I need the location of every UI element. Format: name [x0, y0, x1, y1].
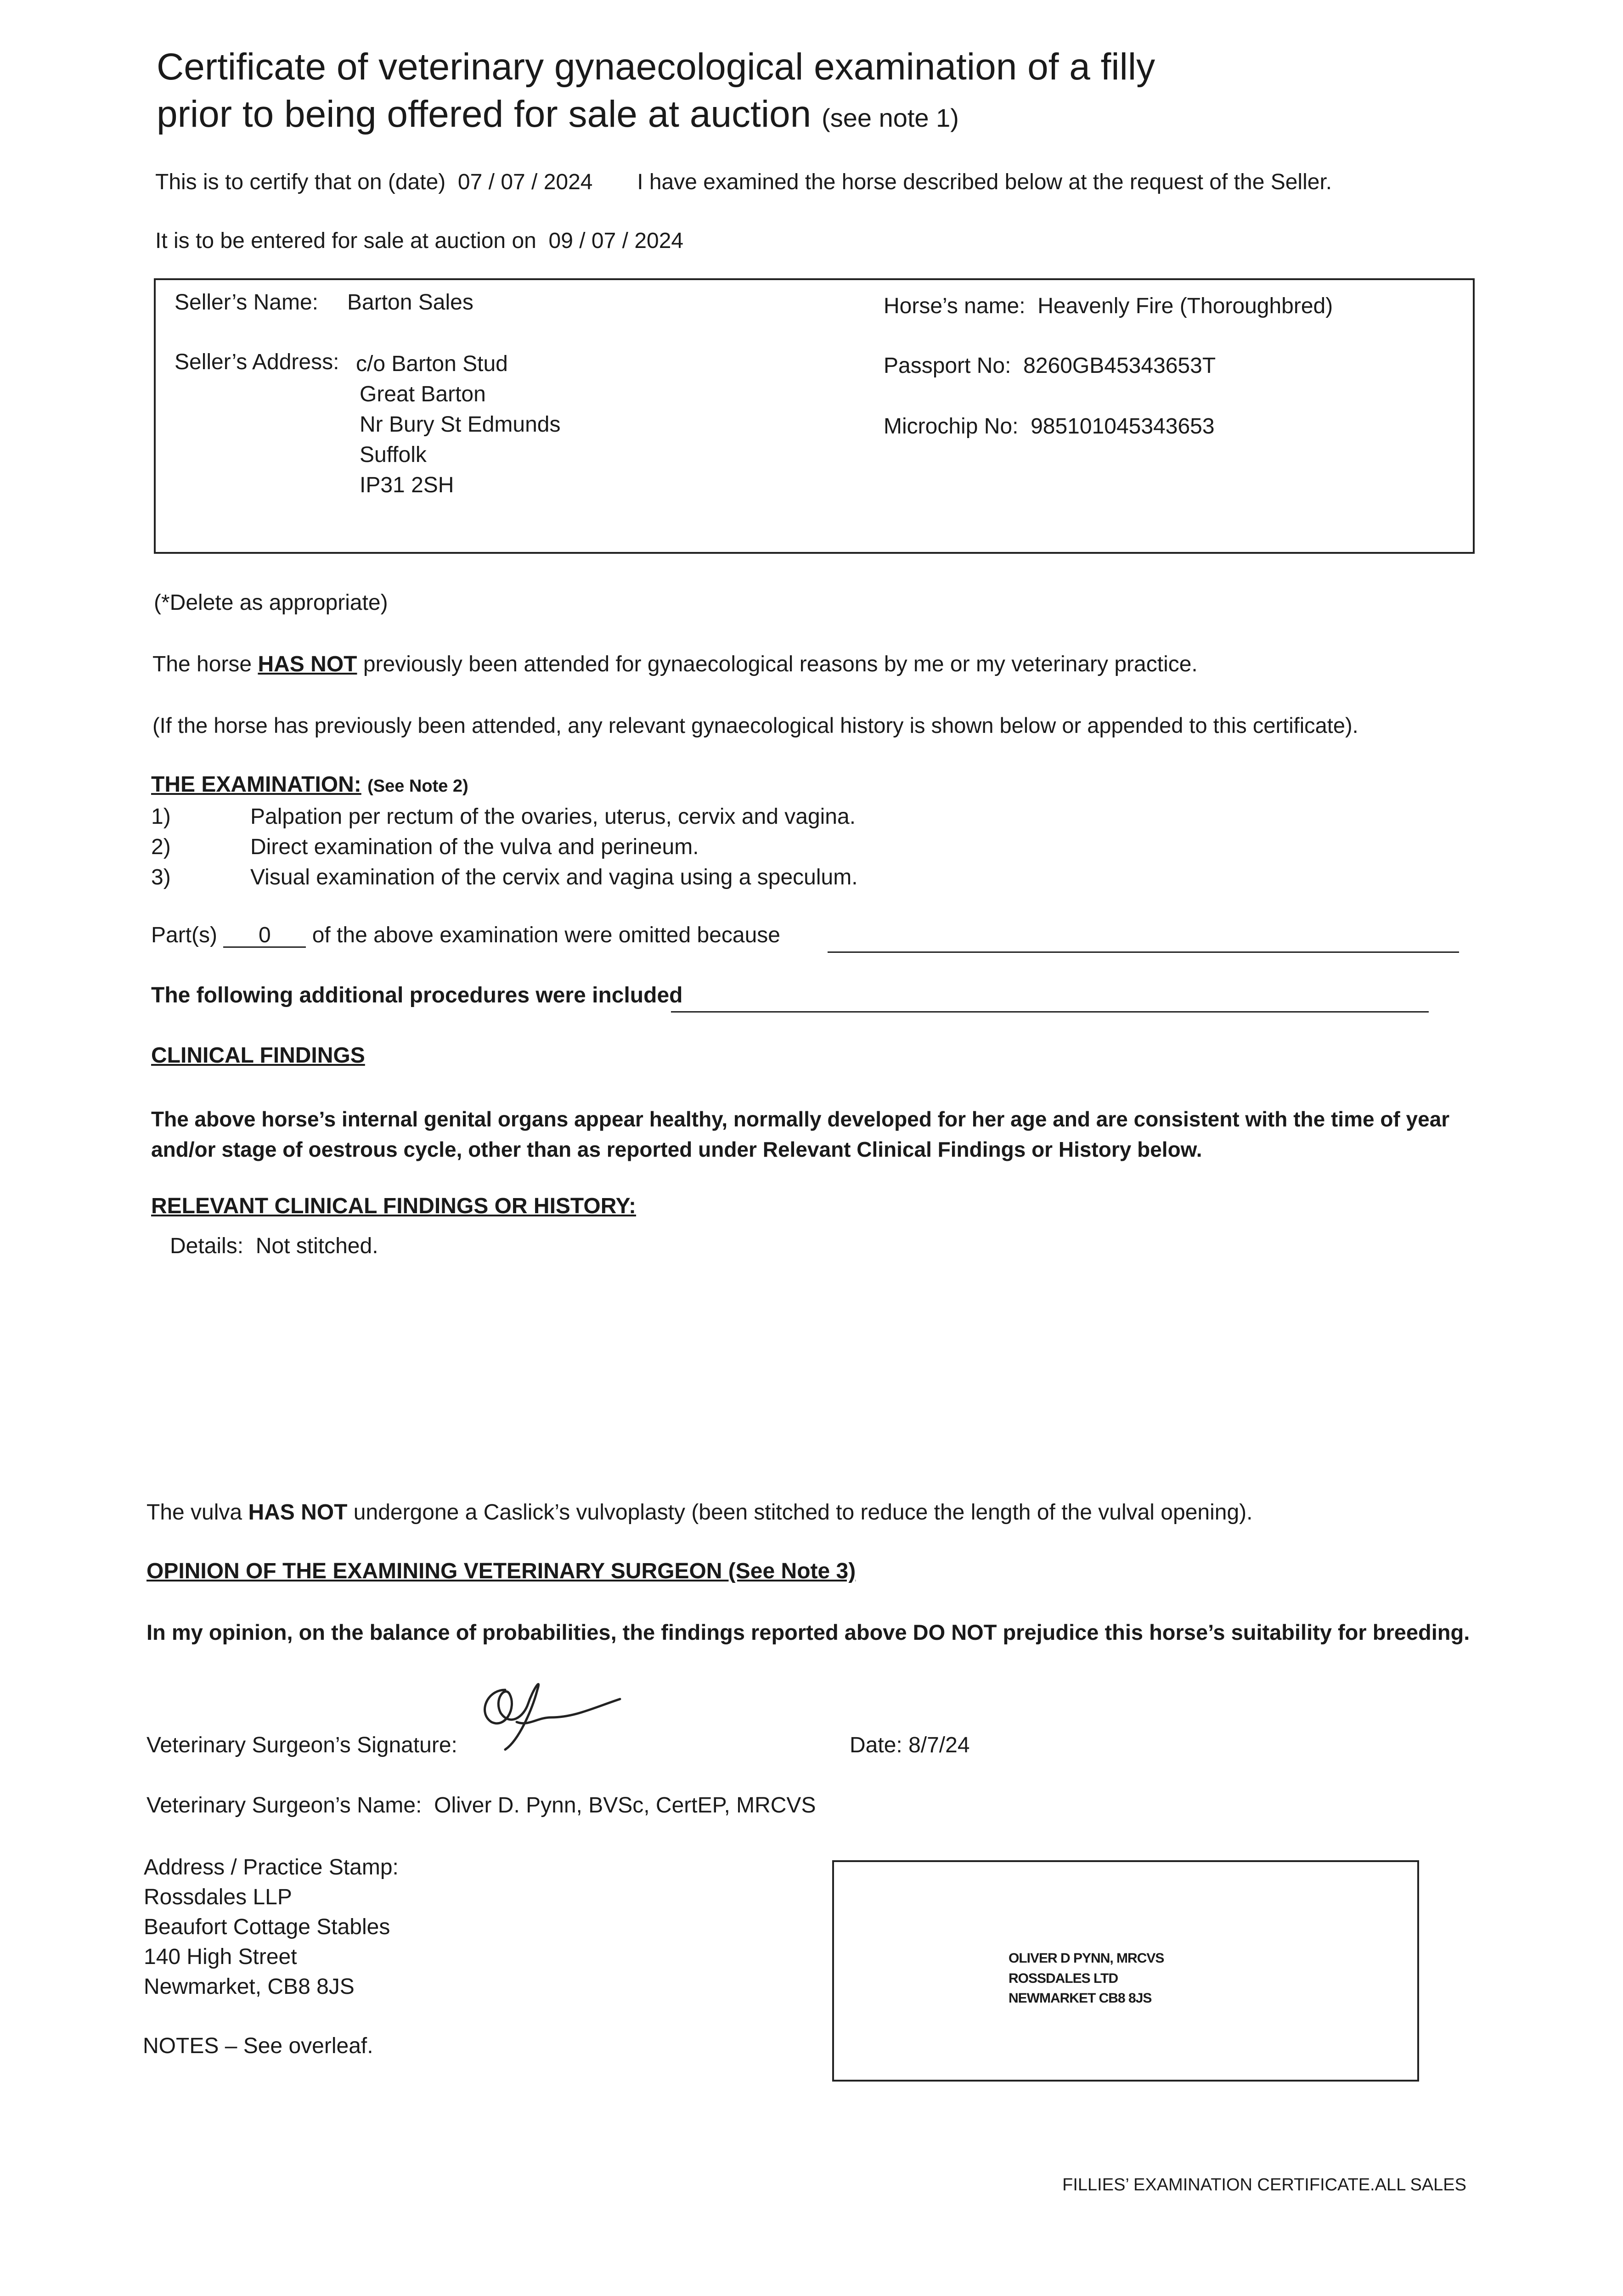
practice-line: Newmarket, CB8 8JS: [144, 1975, 355, 1999]
clinical-findings-heading: CLINICAL FINDINGS: [151, 1043, 365, 1068]
vulva-suffix: undergone a Caslick’s vulvoplasty (been stitched to reduce the length of the vulval opening).: [353, 1500, 1253, 1525]
omitted-line: [151, 922, 780, 949]
omitted-parts-value: 0: [223, 924, 306, 948]
page-title: [157, 44, 1155, 138]
address-line: Suffolk: [360, 443, 427, 467]
address-line: IP31 2SH: [360, 473, 454, 497]
additional-procedures-label: The following additional procedures were included: [151, 983, 683, 1007]
practice-line: Rossdales LLP: [144, 1885, 292, 1909]
vulva-status: HAS NOT: [248, 1500, 348, 1525]
vulva-statement: [147, 1499, 1252, 1526]
certify-prefix: This is to certify that on (date): [155, 170, 446, 194]
practice-stamp: [1009, 1948, 1164, 2009]
opinion-heading: OPINION OF THE EXAMINING VETERINARY SURGEON (See Note 3): [147, 1559, 856, 1583]
notes-reference: NOTES – See overleaf.: [143, 2034, 373, 2058]
examination-title: THE EXAMINATION:: [151, 772, 361, 797]
attended-suffix: previously been attended for gynaecological reasons by me or my veterinary practice.: [363, 652, 1198, 676]
examination-list: [151, 802, 858, 893]
additional-procedures-line: [671, 1011, 1429, 1013]
surgeon-name: Oliver D. Pynn, BVSc, CertEP, MRCVS: [434, 1793, 816, 1818]
horse-name-label: Horse’s name:: [884, 294, 1026, 318]
horse-name: Heavenly Fire (Thoroughbred): [1037, 294, 1333, 318]
seller-address: [356, 349, 560, 501]
address-line: Great Barton: [360, 382, 486, 406]
auction-prefix: It is to be entered for sale at auction on: [155, 229, 536, 253]
address-line: c/o Barton Stud: [356, 352, 508, 376]
item-number: 3): [151, 865, 171, 889]
horse-details-box: [154, 278, 1475, 554]
item-number: 1): [151, 805, 171, 829]
microchip-number: 985101045343653: [1031, 414, 1215, 439]
surgeon-name-label: Veterinary Surgeon’s Name:: [147, 1793, 422, 1818]
passport-number: 8260GB45343653T: [1023, 354, 1216, 378]
auction-date: 09 / 07 / 2024: [548, 229, 684, 253]
title-line-1: Certificate of veterinary gynaecological examination of a filly: [157, 46, 1155, 88]
attended-prefix: The horse: [152, 652, 252, 676]
certify-line: [155, 169, 1332, 196]
stamp-line: NEWMARKET CB8 8JS: [1009, 1991, 1152, 2006]
item-text: Palpation per rectum of the ovaries, uterus, cervix and vagina.: [250, 805, 856, 829]
practice-address: [144, 1852, 399, 2002]
certify-suffix: I have examined the horse described below at the request of the Seller.: [637, 170, 1332, 194]
attended-statement: [152, 651, 1198, 678]
passport-row: [884, 353, 1216, 379]
date-label: Date:: [850, 1733, 902, 1757]
stamp-line: OLIVER D PYNN, MRCVS: [1009, 1951, 1164, 1966]
relevant-details: [170, 1233, 378, 1260]
clinical-findings-text: The above horse’s internal genital organs appear healthy, normally developed for her age and are consistent with the time of year and/or stage of oestrous cycle, other than as reported under Relevant Clinical Findings or History below.: [151, 1107, 1450, 1161]
attended-note: (If the horse has previously been attended, any relevant gynaecological history is shown below or appended to this certificate).: [152, 713, 1358, 737]
passport-label: Passport No:: [884, 354, 1011, 378]
signature-label: Veterinary Surgeon’s Signature:: [147, 1733, 457, 1757]
item-number: 2): [151, 835, 171, 859]
item-text: Direct examination of the vulva and perineum.: [250, 835, 699, 859]
omitted-reason-line: [828, 951, 1459, 953]
item-text: Visual examination of the cervix and vagina using a speculum.: [250, 865, 858, 889]
vulva-prefix: The vulva: [147, 1500, 242, 1525]
omitted-prefix: Part(s): [151, 923, 217, 947]
microchip-label: Microchip No:: [884, 414, 1019, 439]
practice-line: 140 High Street: [144, 1945, 297, 1969]
seller-name: Barton Sales: [347, 290, 473, 315]
address-line: Nr Bury St Edmunds: [360, 412, 561, 437]
relevant-findings-heading: RELEVANT CLINICAL FINDINGS OR HISTORY:: [151, 1194, 637, 1218]
examination-note: (See Note 2): [367, 777, 468, 796]
examination-heading: [151, 771, 468, 798]
exam-date: 07 / 07 / 2024: [457, 170, 593, 194]
horse-name-row: [884, 293, 1333, 320]
practice-stamp-box: [832, 1860, 1419, 2082]
delete-note: (*Delete as appropriate): [154, 591, 388, 615]
examination-item: [151, 862, 858, 893]
details-value: Not stitched.: [255, 1234, 378, 1258]
seller-name-label: Seller’s Name:: [175, 290, 319, 315]
seller-address-label: Seller’s Address:: [175, 350, 339, 374]
surgeon-name-row: [147, 1792, 816, 1819]
stamp-line: ROSSDALES LTD: [1009, 1970, 1118, 1986]
opinion-text: In my opinion, on the balance of probabilities, the findings reported above DO NOT prejudice this horse’s suitability for breeding.: [147, 1620, 1470, 1644]
examination-item: [151, 802, 858, 832]
title-note: (see note 1): [822, 103, 959, 132]
practice-line: Beaufort Cottage Stables: [144, 1915, 390, 1939]
auction-line: [155, 228, 683, 254]
attended-status: HAS NOT: [258, 652, 357, 676]
details-label: Details:: [170, 1234, 244, 1258]
practice-label: Address / Practice Stamp:: [144, 1855, 399, 1880]
footer-form-name: FILLIES’ EXAMINATION CERTIFICATE.ALL SALES: [1062, 2175, 1466, 2195]
examination-item: [151, 832, 858, 862]
signature-image: [473, 1671, 629, 1754]
title-line-2: prior to being offered for sale at auction: [157, 93, 812, 135]
date-value: 8/7/24: [908, 1733, 970, 1757]
omitted-suffix: of the above examination were omitted because: [312, 923, 780, 947]
signature-date: [850, 1732, 970, 1759]
microchip-row: [884, 413, 1215, 440]
